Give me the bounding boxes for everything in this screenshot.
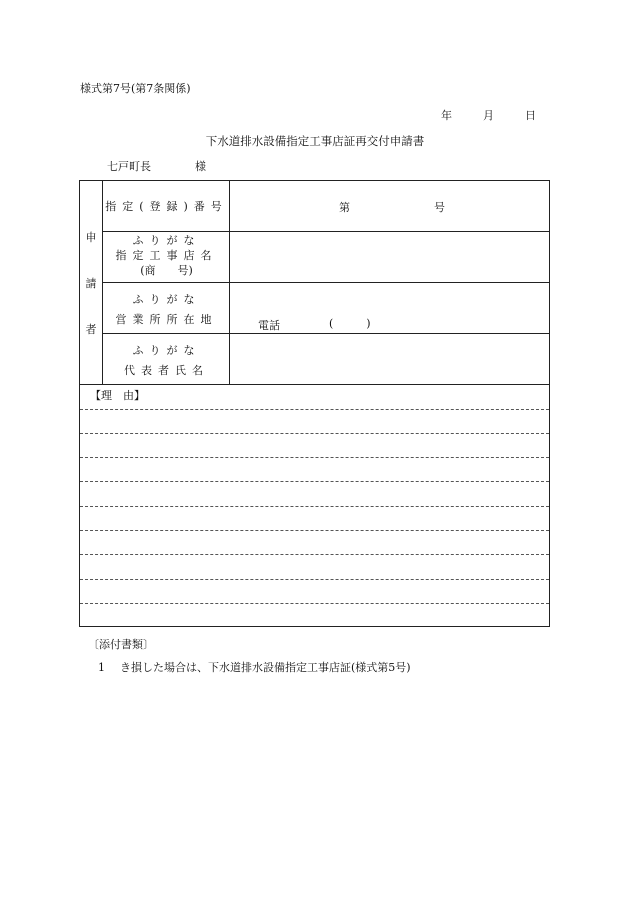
applicant-label-char: 申 xyxy=(85,231,97,244)
reason-write-line xyxy=(80,530,549,531)
attachment-item-number: 1 xyxy=(98,661,105,674)
phone-label: 電話 xyxy=(258,319,280,332)
attachments-heading: 〔添付書類〕 xyxy=(88,638,154,651)
reason-label: 【理 由】 xyxy=(90,389,145,402)
representative-name-label: ふりがな 代表者氏名 xyxy=(124,344,209,377)
date-month-label: 月 xyxy=(483,109,494,122)
application-form-table xyxy=(79,180,550,627)
reason-write-line xyxy=(80,481,549,482)
addressee-honorific: 様 xyxy=(195,160,206,173)
reason-write-line xyxy=(80,433,549,434)
addressee-name: 七戸町長 xyxy=(107,160,151,173)
registration-number-suffix: 号 xyxy=(434,201,445,214)
form-number: 様式第7号(第7条関係) xyxy=(80,82,191,95)
applicant-label-char: 者 xyxy=(85,323,97,336)
reason-section-divider xyxy=(80,384,549,385)
reason-write-line xyxy=(80,554,549,555)
reason-write-line xyxy=(80,579,549,580)
office-address-label: ふりがな 営業所所在地 xyxy=(115,293,218,326)
reason-write-line xyxy=(80,603,549,604)
date-year-label: 年 xyxy=(441,109,452,122)
registration-number-label: 指定(登録)番号 xyxy=(105,200,228,213)
row-divider xyxy=(229,231,549,232)
attachment-item-text: き損した場合は、下水道排水設備指定工事店証(様式第5号) xyxy=(120,661,411,674)
row-divider xyxy=(102,333,549,334)
registration-number-prefix: 第 xyxy=(339,201,350,214)
row-divider xyxy=(102,282,549,283)
attachment-item xyxy=(98,659,411,675)
shop-name-label: ふりがな 指定工事店名 (商 号) xyxy=(115,234,218,277)
reason-write-line xyxy=(80,457,549,458)
row-divider xyxy=(102,231,229,232)
applicant-label-char: 請 xyxy=(85,277,97,290)
reason-write-line xyxy=(80,506,549,507)
reason-write-line xyxy=(80,409,549,410)
phone-parentheses: ( ) xyxy=(329,317,371,330)
date-day-label: 日 xyxy=(525,109,536,122)
form-title: 下水道排水設備指定工事店証再交付申請書 xyxy=(205,134,425,148)
addressee xyxy=(107,158,206,174)
date-line xyxy=(441,107,536,123)
